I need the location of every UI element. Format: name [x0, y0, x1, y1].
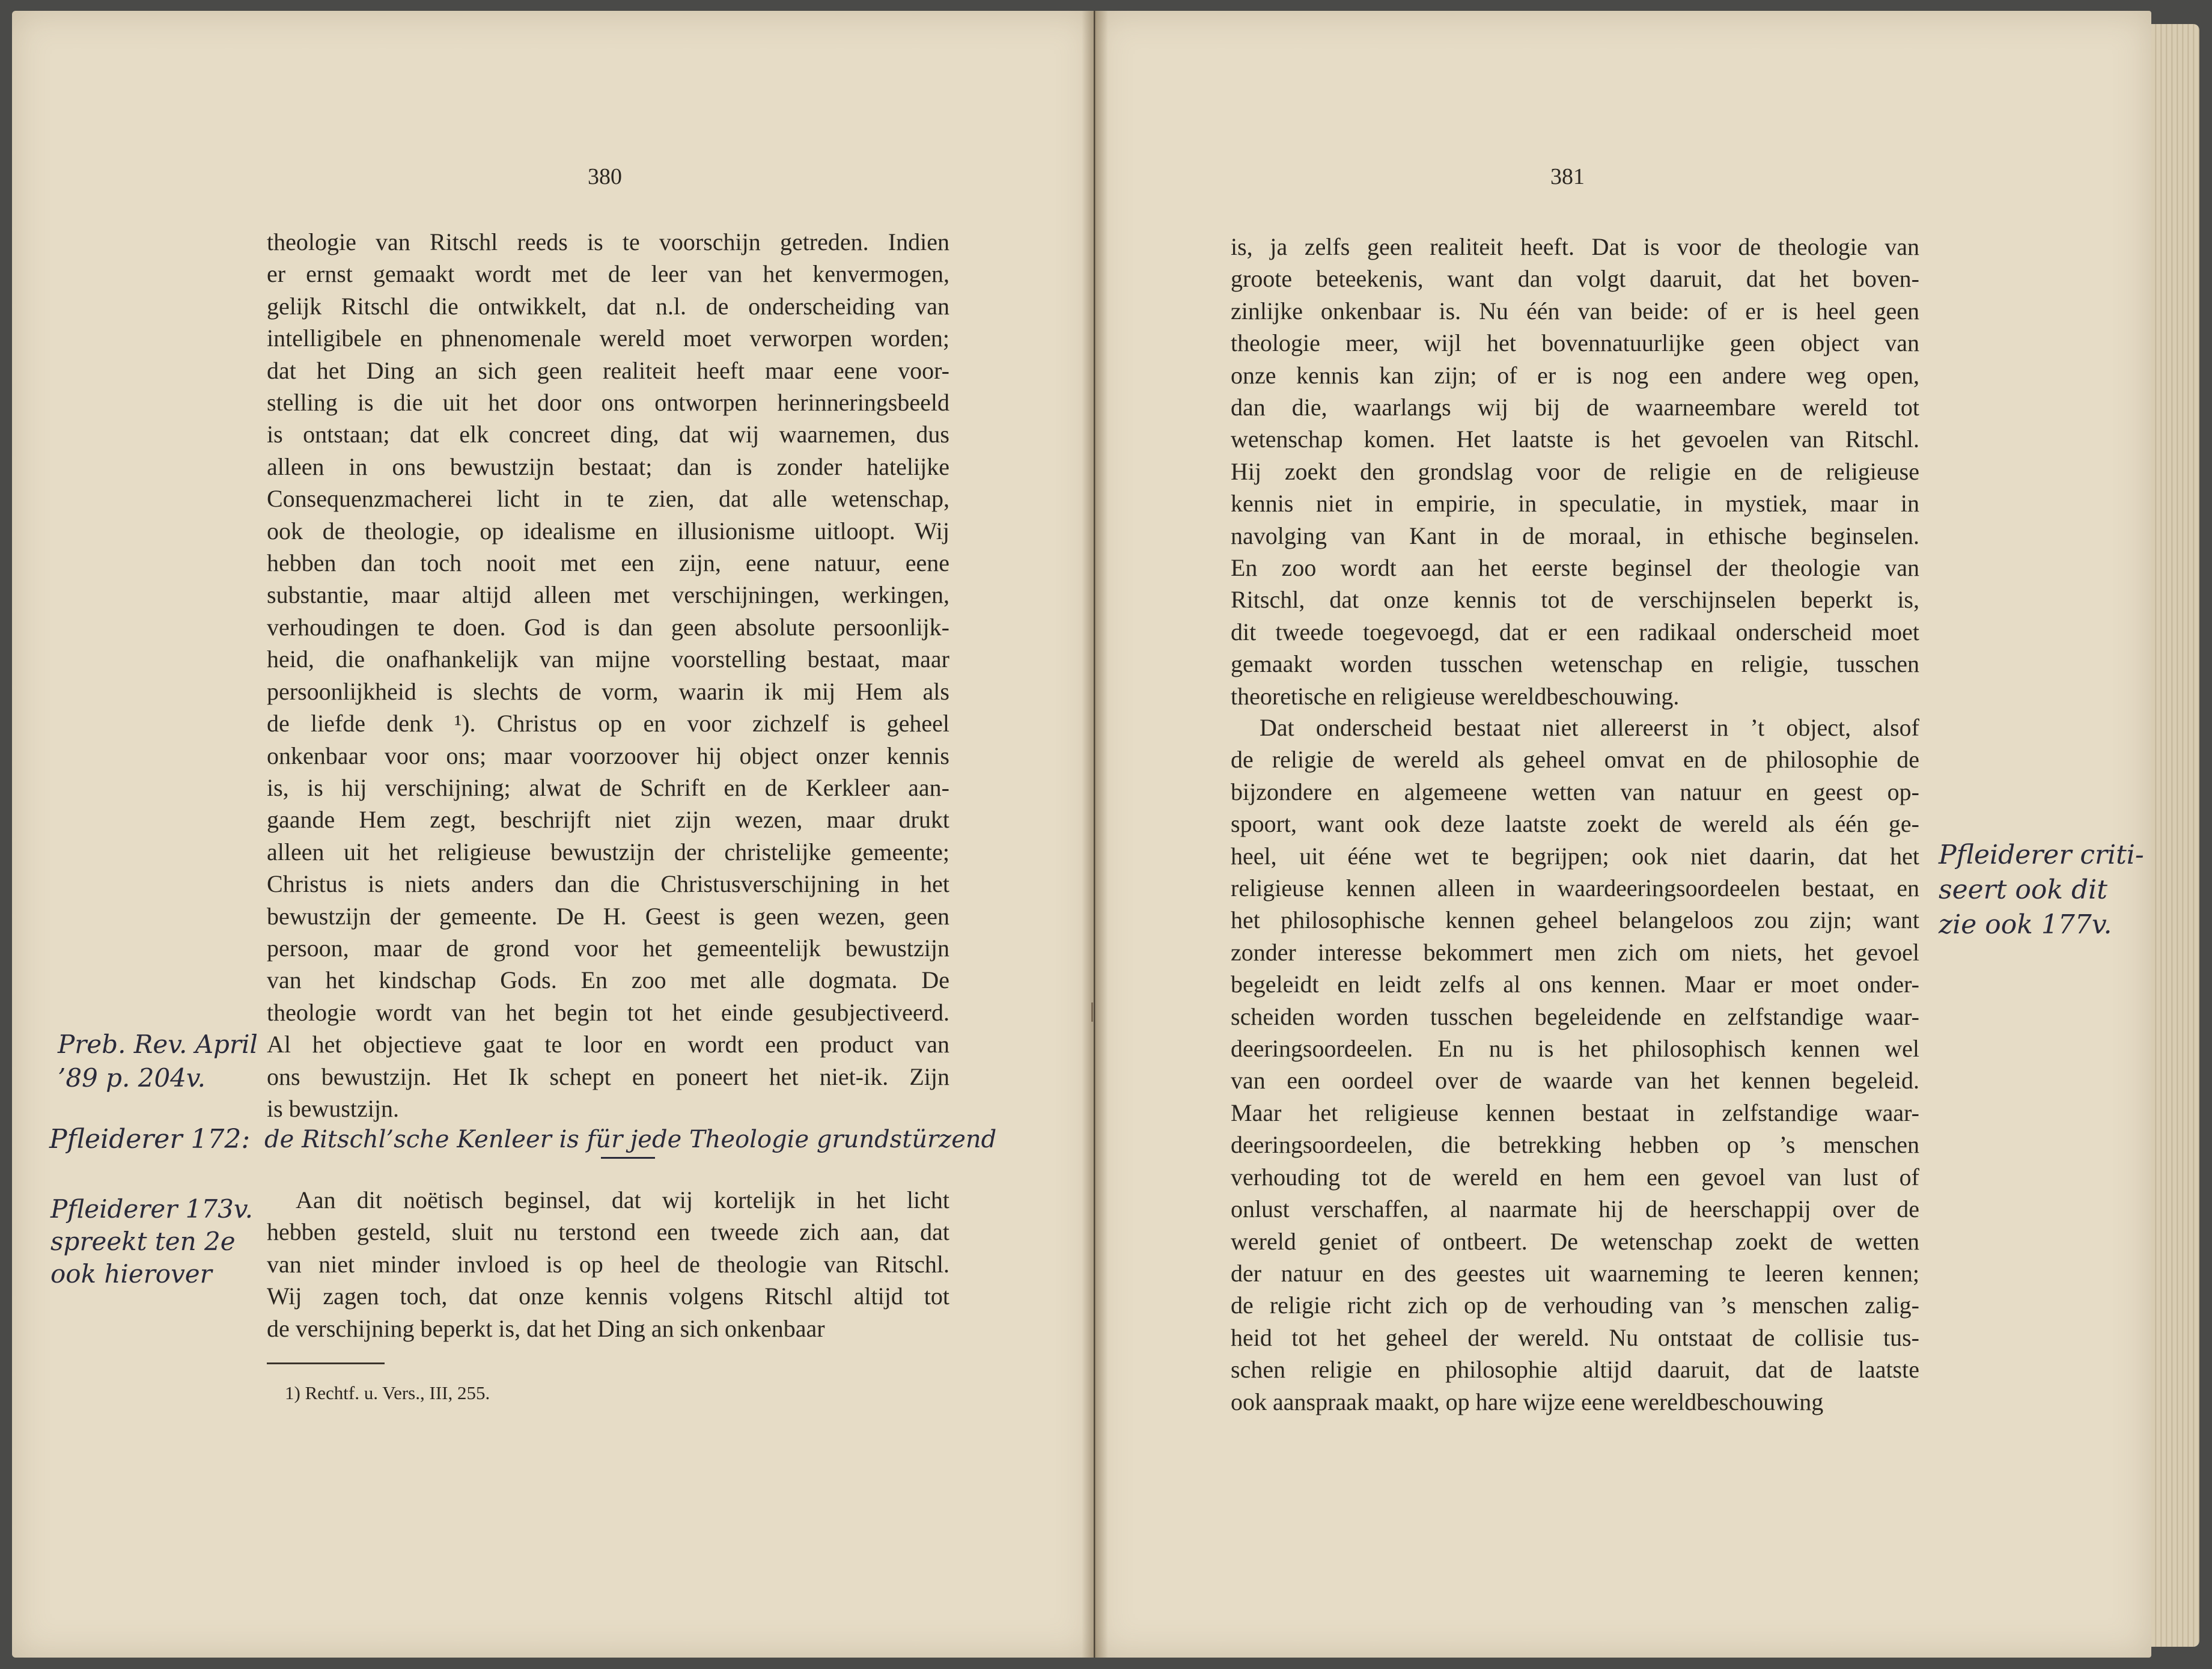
text-line: Hij zoekt den grondslag voor de religie en de religieuse	[1231, 457, 1919, 485]
text-line: Aan dit noëtisch beginsel, dat wij kortelijk in het licht	[296, 1186, 949, 1213]
text-line: Ritschl, dat onze kennis tot de verschijnselen beperkt is,	[1231, 586, 1919, 614]
text-line: kennis niet in empirie, in speculatie, in mystiek, maar in	[1231, 490, 1919, 517]
ink-underline	[601, 1157, 655, 1159]
text-line: ons bewustzijn. Het Ik schept en poneert het niet-ik. Zijn	[267, 1063, 949, 1090]
text-line: heid tot het geheel der wereld. Nu ontstaat de collisie tus-	[1231, 1323, 1919, 1351]
text-line: onkenbaar voor ons; maar voorzoover hij object onzer kennis	[267, 742, 949, 769]
text-line: er ernst gemaakt wordt met de leer van het kenvermogen,	[267, 260, 949, 288]
text-line: heid, die onafhankelijk van mijne voorstelling bestaat, maar	[267, 645, 949, 673]
text-line: religieuse kennen alleen in waardeeringsoordeelen bestaat, en	[1231, 874, 1919, 902]
text-line: persoon, maar de grond voor het gemeentelijk bewustzijn	[267, 934, 949, 962]
handwritten-inline-note: de Ritschl’sche Kenleer is für jede Theologie grundstürzend	[264, 1126, 997, 1153]
text-line: verhoudingen te doen. God is dan geen absolute persoonlijk-	[267, 613, 949, 641]
text-line: dan die, waarlangs wij bij de waarneembare wereld tot	[1231, 394, 1919, 421]
text-line: theologie wordt van het begin tot het einde gesubjectiveerd.	[267, 998, 949, 1026]
text-line: van een oordeel over de waarde van het kennen begeleid.	[1231, 1067, 1919, 1094]
text-line: substantie, maar altijd alleen met verschijningen, werkingen,	[267, 581, 949, 609]
text-line: scheiden worden tusschen begeleidende en zelfstandige waar-	[1231, 1002, 1919, 1030]
text-line: der natuur en des geestes uit waarneming te leeren kennen;	[1231, 1259, 1919, 1287]
text-line: onze kennis kan zijn; of er is nog een andere weg open,	[1231, 361, 1919, 389]
text-line: is, ja zelfs geen realiteit heeft. Dat is voor de theologie van	[1231, 233, 1919, 260]
text-line: Consequenzmacherei licht in te zien, dat alle wetenschap,	[267, 485, 949, 513]
text-line: zonder interesse bekommert men zich om niets, het gevoel	[1231, 938, 1919, 966]
text-line: van het kindschap Gods. En zoo met alle dogmata. De	[267, 966, 949, 994]
text-line: navolging van Kant in de moraal, in ethische beginselen.	[1231, 522, 1919, 549]
text-line: wetenschap komen. Het laatste is het gevoelen van Ritschl.	[1231, 426, 1919, 453]
handwritten-note-pfleiderer-173: Pfleiderer 173v. spreekt ten 2e ook hierover	[50, 1194, 253, 1289]
right-paragraph-1	[1231, 231, 1919, 712]
text-line: persoonlijkheid is slechts de vorm, waarin ik mij Hem als	[267, 677, 949, 705]
text-line: Christus is niets anders dan die Christusverschijning in het	[267, 870, 949, 898]
book-gutter	[1082, 11, 1108, 1658]
text-line: theologie meer, wijl het bovennatuurlijke geen object van	[1231, 329, 1919, 357]
text-line: is ontstaan; dat elk concreet ding, dat wij waarnemen, dus	[267, 421, 949, 448]
text-line: Wij zagen toch, dat onze kennis volgens Ritschl altijd tot	[267, 1283, 949, 1310]
text-line: zinlijke onkenbaar is. Nu één van beide: of er is heel geen	[1231, 297, 1919, 325]
text-line: theoretische en religieuse wereldbeschouwing.	[1231, 682, 1680, 710]
text-line: alleen in ons bewustzijn bestaat; dan is zonder hatelijke	[267, 453, 949, 480]
text-line: deeringsoordeelen. En nu is het philosophisch kennen wel	[1231, 1035, 1919, 1063]
text-line: dat het Ding an sich geen realiteit heeft maar eene voor-	[267, 356, 949, 384]
text-line: groote beteekenis, want dan volgt daaruit, dat het boven-	[1231, 265, 1919, 293]
handwritten-note-reference: Preb. Rev. April ’89 p. 204v.	[58, 1030, 258, 1093]
text-line: gemaakt worden tusschen wetenschap en religie, tusschen	[1231, 650, 1919, 678]
left-page-number: 380	[588, 164, 622, 189]
text-line: theologie van Ritschl reeds is te voorschijn getreden. Indien	[267, 228, 949, 255]
text-line: de verschijning beperkt is, dat het Ding an sich onkenbaar	[267, 1314, 825, 1342]
text-line: En zoo wordt aan het eerste beginsel der theologie van	[1231, 554, 1919, 582]
page-edges	[2151, 24, 2199, 1647]
text-line: begeleidt en leidt zelfs al ons kennen. Maar er moet onder-	[1231, 971, 1919, 998]
text-line: intelligibele en phnenomenale wereld moet verworpen worden;	[267, 325, 949, 352]
left-paragraph-2	[267, 1184, 949, 1344]
text-line: Maar het religieuse kennen bestaat in zelfstandige waar-	[1231, 1099, 1919, 1126]
handwritten-note-pfleiderer-172: Pfleiderer 172:	[49, 1124, 251, 1155]
text-line: gelijk Ritschl die ontwikkelt, dat n.l. de onderscheiding van	[267, 292, 949, 320]
left-paragraph-1	[267, 226, 949, 1124]
text-line: van niet minder invloed is op heel de theologie van Ritschl.	[267, 1250, 949, 1278]
text-line: het philosophische kennen geheel belangeloos zou zijn; want	[1231, 906, 1919, 934]
text-line: bijzondere en algemeene wetten van natuur en geest op-	[1231, 778, 1919, 805]
text-line: ook de theologie, op idealisme en illusionisme uitloopt. Wij	[267, 517, 949, 545]
right-page-number: 381	[1550, 164, 1585, 189]
footnote: 1) Rechtf. u. Vers., III, 255.	[285, 1382, 490, 1403]
text-line: verhouding tot de wereld en hem een gevoel van lust of	[1231, 1163, 1919, 1191]
text-line: hebben dan toch nooit met een zijn, eene natuur, eene	[267, 549, 949, 577]
text-line: is, is hij verschijning; alwat de Schrift en de Kerkleer aan-	[267, 773, 949, 801]
text-line: onlust verschaffen, al naarmate hij de heerschappij over de	[1231, 1195, 1919, 1223]
text-line: Dat onderscheid bestaat niet allereerst in ’t object, alsof	[1260, 714, 1919, 741]
text-line: Al het objectieve gaat te loor en wordt een product van	[267, 1031, 949, 1058]
right-paragraph-2	[1231, 712, 1919, 1418]
text-line: wereld geniet of ontbeert. De wetenschap zoekt de wetten	[1231, 1227, 1919, 1255]
text-line: spoort, want ook deze laatste zoekt de wereld als één ge-	[1231, 810, 1919, 838]
text-line: deeringsoordeelen, die betrekking hebben op ’s menschen	[1231, 1131, 1919, 1159]
text-line: gaande Hem zegt, beschrijft niet zijn wezen, maar drukt	[267, 806, 949, 834]
handwritten-note-right-margin: Pfleiderer criti- seert ook dit zie ook 177v.	[1939, 840, 2144, 940]
footnote-rule	[267, 1362, 385, 1364]
text-line: de religie richt zich op de verhouding van ’s menschen zalig-	[1231, 1292, 1919, 1319]
text-line: is bewustzijn.	[267, 1094, 399, 1122]
text-line: hebben gesteld, sluit nu terstond een tweede zich aan, dat	[267, 1218, 949, 1246]
text-line: de religie de wereld als geheel omvat en de philosophie de	[1231, 746, 1919, 773]
text-line: bewustzijn der gemeente. De H. Geest is geen wezen, geen	[267, 902, 949, 930]
text-line: heel, uit ééne wet te begrijpen; ook niet daarin, dat het	[1231, 842, 1919, 870]
text-line: dit tweede toegevoegd, dat er een radikaal onderscheid moet	[1231, 618, 1919, 645]
text-line: de liefde denk ¹). Christus op en voor zichzelf is geheel	[267, 710, 949, 737]
text-line: stelling is die uit het door ons ontworpen herinneringsbeeld	[267, 389, 949, 416]
text-line: schen religie en philosophie altijd daaruit, dat de laatste	[1231, 1356, 1919, 1384]
text-line: alleen uit het religieuse bewustzijn der christelijke gemeente;	[267, 838, 949, 865]
text-line: ook aanspraak maakt, op hare wijze eene wereldbeschouwing	[1231, 1388, 1824, 1415]
page-mark	[1091, 1002, 1093, 1022]
